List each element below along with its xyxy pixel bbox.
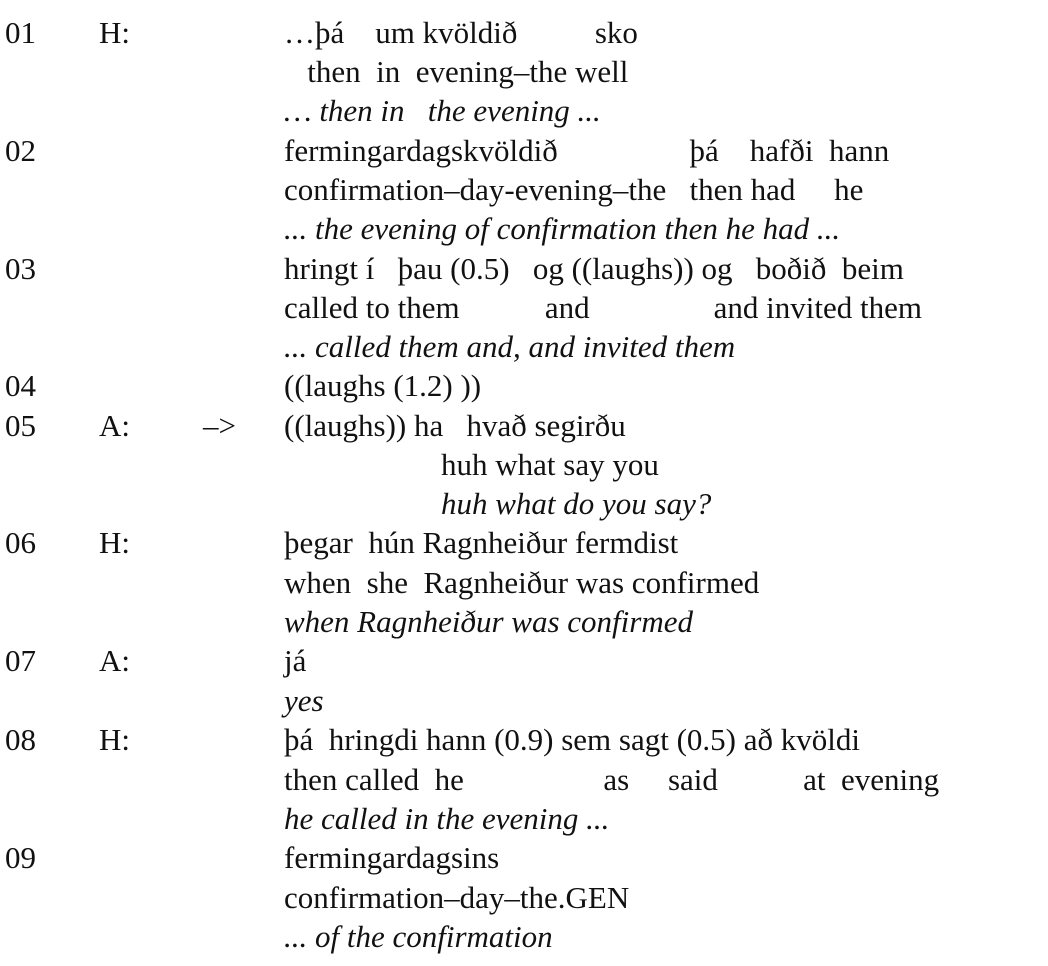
line-number: 05	[5, 408, 36, 443]
focus-arrow: –>	[203, 408, 236, 443]
translation-text: he called in the evening ...	[284, 801, 610, 836]
line-number: 08	[5, 722, 36, 757]
speaker-label: H:	[99, 525, 130, 560]
gloss-text: then called he as said at evening	[284, 762, 940, 797]
gloss-text: confirmation–day–the.GEN	[284, 880, 630, 915]
translation-text: huh what do you say?	[441, 486, 712, 521]
line-number: 02	[5, 133, 36, 168]
speaker-label: A:	[99, 408, 130, 443]
line-number: 03	[5, 251, 36, 286]
translation-text: yes	[284, 683, 324, 718]
line-number: 07	[5, 643, 36, 678]
gloss-text: then in evening–the well	[284, 54, 629, 89]
original-text: fermingardagskvöldið þá hafði hann	[284, 133, 890, 168]
translation-text: … then in the evening ...	[284, 93, 601, 128]
original-text: fermingardagsins	[284, 840, 500, 875]
line-number: 09	[5, 840, 36, 875]
gloss-text: huh what say you	[441, 447, 659, 482]
translation-text: when Ragnheiður was confirmed	[284, 604, 693, 639]
original-text: hringt í þau (0.5) og ((laughs)) og boðið beim	[284, 251, 904, 286]
gloss-text: when she Ragnheiður was confirmed	[284, 565, 760, 600]
speaker-label: H:	[99, 722, 130, 757]
original-text: …þá um kvöldið sko	[284, 15, 638, 50]
original-text: já	[284, 643, 307, 678]
gloss-text: confirmation–day-evening–the then had he	[284, 172, 864, 207]
speaker-label: H:	[99, 15, 130, 50]
gloss-text: called to them and and invited them	[284, 290, 922, 325]
translation-text: ... of the confirmation	[284, 919, 553, 954]
original-text: ((laughs (1.2) ))	[284, 368, 482, 403]
line-number: 06	[5, 525, 36, 560]
translation-text: ... the evening of confirmation then he had ...	[284, 211, 841, 246]
original-text: þegar hún Ragnheiður fermdist	[284, 525, 679, 560]
original-text: þá hringdi hann (0.9) sem sagt (0.5) að kvöldi	[284, 722, 860, 757]
speaker-label: A:	[99, 643, 130, 678]
line-number: 04	[5, 368, 36, 403]
original-text: ((laughs)) ha hvað segirðu	[284, 408, 626, 443]
line-number: 01	[5, 15, 36, 50]
translation-text: ... called them and, and invited them	[284, 329, 736, 364]
